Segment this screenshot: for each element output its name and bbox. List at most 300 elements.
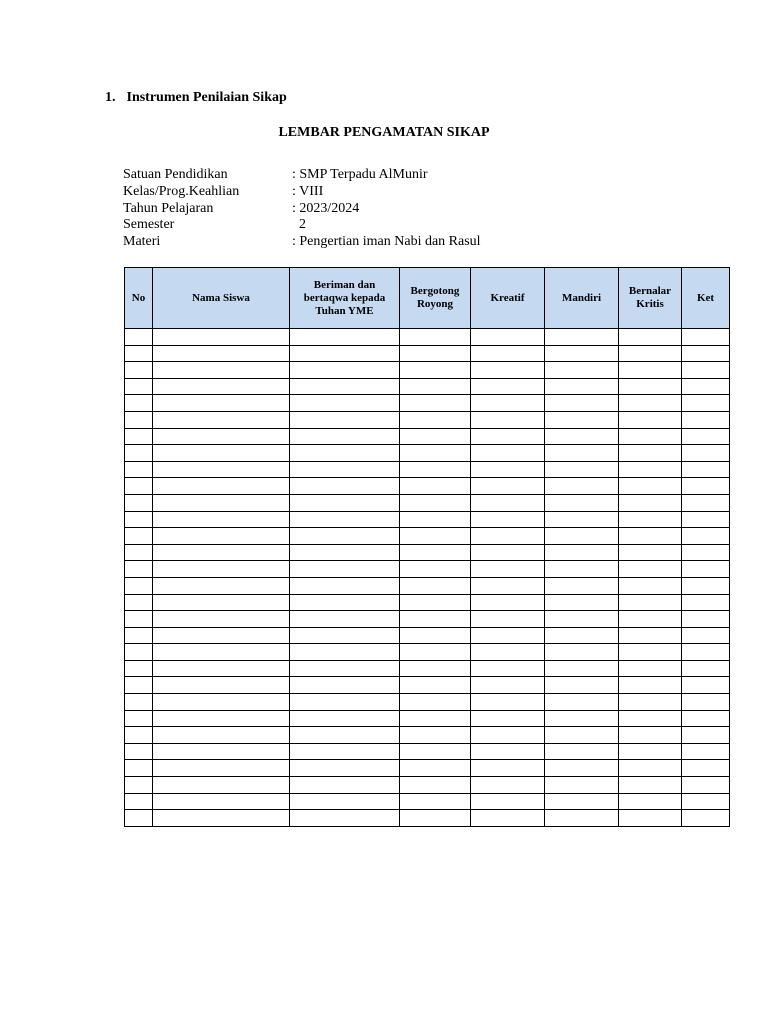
table-row — [125, 594, 730, 611]
table-cell[interactable] — [619, 743, 682, 760]
table-cell[interactable] — [471, 577, 545, 594]
table-cell[interactable] — [471, 793, 545, 810]
document-title: LEMBAR PENGAMATAN SIKAP — [278, 125, 490, 140]
column-header-beriman: Beriman dan bertaqwa kepada Tuhan YME — [290, 268, 400, 329]
section-number: 1. — [105, 90, 116, 105]
table-cell[interactable] — [125, 627, 153, 644]
table-cell[interactable] — [125, 644, 153, 661]
table-cell[interactable] — [290, 677, 400, 694]
table-cell[interactable] — [125, 611, 153, 628]
table-cell[interactable] — [125, 411, 153, 428]
table-cell[interactable] — [682, 727, 730, 744]
table-cell[interactable] — [400, 677, 471, 694]
table-cell[interactable] — [545, 362, 619, 379]
table-cell[interactable] — [153, 478, 290, 495]
table-cell[interactable] — [400, 395, 471, 412]
table-cell[interactable] — [619, 544, 682, 561]
table-cell[interactable] — [400, 660, 471, 677]
table-row — [125, 561, 730, 578]
table-cell[interactable] — [400, 760, 471, 777]
table-cell[interactable] — [290, 810, 400, 827]
table-cell[interactable] — [545, 743, 619, 760]
table-cell[interactable] — [682, 428, 730, 445]
table-cell[interactable] — [125, 561, 153, 578]
table-cell[interactable] — [400, 478, 471, 495]
table-row — [125, 793, 730, 810]
table-cell[interactable] — [153, 494, 290, 511]
table-cell[interactable] — [290, 411, 400, 428]
table-cell[interactable] — [290, 760, 400, 777]
table-cell[interactable] — [619, 528, 682, 545]
table-cell[interactable] — [471, 694, 545, 711]
table-cell[interactable] — [400, 411, 471, 428]
column-header-mandiri: Mandiri — [545, 268, 619, 329]
table-cell[interactable] — [619, 378, 682, 395]
table-row — [125, 428, 730, 445]
table-cell[interactable] — [682, 478, 730, 495]
table-cell[interactable] — [682, 378, 730, 395]
table-cell[interactable] — [125, 577, 153, 594]
table-cell[interactable] — [125, 677, 153, 694]
table-cell[interactable] — [400, 362, 471, 379]
info-row-kelas — [123, 184, 481, 201]
table-cell[interactable] — [619, 660, 682, 677]
table-cell[interactable] — [400, 694, 471, 711]
table-cell[interactable] — [545, 511, 619, 528]
table-cell[interactable] — [545, 694, 619, 711]
table-cell[interactable] — [545, 777, 619, 794]
table-cell[interactable] — [153, 743, 290, 760]
table-cell[interactable] — [153, 594, 290, 611]
table-cell[interactable] — [125, 378, 153, 395]
table-cell[interactable] — [545, 561, 619, 578]
info-row-tahun — [123, 201, 481, 218]
table-cell[interactable] — [619, 694, 682, 711]
table-cell[interactable] — [153, 611, 290, 628]
table-cell[interactable] — [125, 478, 153, 495]
table-cell[interactable] — [290, 710, 400, 727]
table-cell[interactable] — [545, 611, 619, 628]
table-cell[interactable] — [682, 644, 730, 661]
table-row — [125, 777, 730, 794]
table-cell[interactable] — [153, 677, 290, 694]
table-cell[interactable] — [545, 411, 619, 428]
table-header-row — [125, 268, 730, 329]
table-cell[interactable] — [619, 445, 682, 462]
table-cell[interactable] — [290, 445, 400, 462]
table-cell[interactable] — [682, 777, 730, 794]
info-value: : Pengertian iman Nabi dan Rasul — [292, 234, 481, 250]
table-cell[interactable] — [400, 428, 471, 445]
table-cell[interactable] — [619, 428, 682, 445]
table-cell[interactable] — [545, 710, 619, 727]
table-cell[interactable] — [471, 777, 545, 794]
column-header-bernalar-kritis: Bernalar Kritis — [619, 268, 682, 329]
table-cell[interactable] — [400, 793, 471, 810]
column-header-kreatif: Kreatif — [471, 268, 545, 329]
table-cell[interactable] — [471, 611, 545, 628]
table-cell[interactable] — [545, 577, 619, 594]
table-row — [125, 727, 730, 744]
table-cell[interactable] — [125, 660, 153, 677]
info-value: 2 — [292, 217, 306, 233]
info-label: Kelas/Prog.Keahlian — [123, 183, 240, 199]
table-row — [125, 411, 730, 428]
info-value: : VIII — [292, 183, 324, 199]
info-label: Tahun Pelajaran — [123, 200, 214, 216]
table-cell[interactable] — [545, 378, 619, 395]
table-cell[interactable] — [682, 594, 730, 611]
table-cell[interactable] — [290, 378, 400, 395]
table-row — [125, 810, 730, 827]
table-cell[interactable] — [153, 345, 290, 362]
table-cell[interactable] — [471, 644, 545, 661]
column-header-ket: Ket — [682, 268, 730, 329]
table-row — [125, 478, 730, 495]
table-cell[interactable] — [400, 494, 471, 511]
table-cell[interactable] — [682, 445, 730, 462]
table-cell[interactable] — [153, 777, 290, 794]
table-cell[interactable] — [682, 611, 730, 628]
table-cell[interactable] — [619, 594, 682, 611]
column-header-bergotong-royong: Bergotong Royong — [400, 268, 471, 329]
table-cell[interactable] — [682, 544, 730, 561]
table-cell[interactable] — [471, 760, 545, 777]
table-cell[interactable] — [153, 793, 290, 810]
table-cell[interactable] — [290, 627, 400, 644]
table-cell[interactable] — [545, 594, 619, 611]
table-cell[interactable] — [471, 378, 545, 395]
table-cell[interactable] — [153, 528, 290, 545]
table-cell[interactable] — [682, 494, 730, 511]
table-cell[interactable] — [471, 544, 545, 561]
table-cell[interactable] — [619, 727, 682, 744]
table-cell[interactable] — [471, 743, 545, 760]
table-cell[interactable] — [471, 329, 545, 346]
table-cell[interactable] — [153, 694, 290, 711]
table-row — [125, 611, 730, 628]
table-cell[interactable] — [545, 494, 619, 511]
table-cell[interactable] — [619, 677, 682, 694]
table-cell[interactable] — [153, 461, 290, 478]
table-cell[interactable] — [619, 644, 682, 661]
table-cell[interactable] — [619, 627, 682, 644]
table-cell[interactable] — [682, 677, 730, 694]
table-cell[interactable] — [471, 727, 545, 744]
table-cell[interactable] — [153, 362, 290, 379]
table-cell[interactable] — [400, 594, 471, 611]
table-body — [125, 329, 730, 827]
table-cell[interactable] — [545, 677, 619, 694]
table-cell[interactable] — [290, 594, 400, 611]
table-cell[interactable] — [682, 743, 730, 760]
table-cell[interactable] — [400, 710, 471, 727]
table-row — [125, 544, 730, 561]
info-label: Materi — [123, 234, 161, 250]
table-row — [125, 710, 730, 727]
table-cell[interactable] — [400, 611, 471, 628]
table-cell[interactable] — [471, 478, 545, 495]
table-cell[interactable] — [471, 677, 545, 694]
table-cell[interactable] — [290, 577, 400, 594]
table-cell[interactable] — [545, 627, 619, 644]
table-cell[interactable] — [619, 461, 682, 478]
table-cell[interactable] — [545, 445, 619, 462]
table-cell[interactable] — [619, 710, 682, 727]
table-cell[interactable] — [471, 627, 545, 644]
table-cell[interactable] — [682, 577, 730, 594]
table-cell[interactable] — [400, 577, 471, 594]
table-cell[interactable] — [290, 777, 400, 794]
table-cell[interactable] — [290, 345, 400, 362]
table-cell[interactable] — [153, 660, 290, 677]
table-cell[interactable] — [125, 511, 153, 528]
table-row — [125, 644, 730, 661]
observation-table — [124, 267, 730, 827]
table-cell[interactable] — [619, 395, 682, 412]
table-cell[interactable] — [125, 329, 153, 346]
info-row-semester — [123, 217, 481, 234]
table-cell[interactable] — [400, 445, 471, 462]
table-cell[interactable] — [682, 528, 730, 545]
table-cell[interactable] — [619, 362, 682, 379]
table-row — [125, 461, 730, 478]
table-cell[interactable] — [125, 345, 153, 362]
table-cell[interactable] — [682, 511, 730, 528]
table-cell[interactable] — [471, 511, 545, 528]
table-cell[interactable] — [619, 329, 682, 346]
table-cell[interactable] — [400, 727, 471, 744]
table-cell[interactable] — [545, 428, 619, 445]
table-cell[interactable] — [545, 478, 619, 495]
table-cell[interactable] — [125, 743, 153, 760]
table-cell[interactable] — [290, 428, 400, 445]
table-cell[interactable] — [290, 461, 400, 478]
table-cell[interactable] — [545, 461, 619, 478]
table-cell[interactable] — [125, 760, 153, 777]
table-cell[interactable] — [619, 411, 682, 428]
table-cell[interactable] — [153, 627, 290, 644]
table-cell[interactable] — [153, 445, 290, 462]
table-cell[interactable] — [400, 461, 471, 478]
table-cell[interactable] — [153, 710, 290, 727]
table-cell[interactable] — [125, 777, 153, 794]
table-cell[interactable] — [619, 760, 682, 777]
table-cell[interactable] — [290, 793, 400, 810]
table-cell[interactable] — [125, 362, 153, 379]
table-row — [125, 528, 730, 545]
section-title: Instrumen Penilaian Sikap — [126, 90, 287, 105]
table-cell[interactable] — [153, 411, 290, 428]
table-row — [125, 494, 730, 511]
table-cell[interactable] — [471, 710, 545, 727]
table-row — [125, 694, 730, 711]
table-cell[interactable] — [290, 660, 400, 677]
info-row-satuan — [123, 167, 481, 184]
table-cell[interactable] — [682, 710, 730, 727]
table-cell[interactable] — [290, 743, 400, 760]
table-cell[interactable] — [125, 544, 153, 561]
table-cell[interactable] — [471, 494, 545, 511]
table-cell[interactable] — [471, 445, 545, 462]
table-cell[interactable] — [545, 727, 619, 744]
info-value: : SMP Terpadu AlMunir — [292, 167, 428, 182]
table-row — [125, 362, 730, 379]
table-cell[interactable] — [153, 644, 290, 661]
table-row — [125, 511, 730, 528]
table-cell[interactable] — [290, 544, 400, 561]
table-cell[interactable] — [290, 478, 400, 495]
table-cell[interactable] — [619, 561, 682, 578]
table-cell[interactable] — [545, 544, 619, 561]
table-cell[interactable] — [545, 793, 619, 810]
table-cell[interactable] — [400, 561, 471, 578]
table-cell[interactable] — [153, 544, 290, 561]
table-cell[interactable] — [682, 627, 730, 644]
table-cell[interactable] — [400, 777, 471, 794]
table-cell[interactable] — [471, 428, 545, 445]
table-cell[interactable] — [471, 362, 545, 379]
table-cell[interactable] — [153, 727, 290, 744]
table-cell[interactable] — [400, 544, 471, 561]
table-cell[interactable] — [290, 395, 400, 412]
info-label: Satuan Pendidikan — [123, 167, 228, 182]
table-cell[interactable] — [682, 660, 730, 677]
table-cell[interactable] — [153, 378, 290, 395]
column-header-nama-siswa: Nama Siswa — [153, 268, 290, 329]
table-cell[interactable] — [153, 329, 290, 346]
table-row — [125, 378, 730, 395]
table-cell[interactable] — [471, 345, 545, 362]
table-cell[interactable] — [153, 395, 290, 412]
table-cell[interactable] — [619, 777, 682, 794]
table-cell[interactable] — [682, 793, 730, 810]
table-cell[interactable] — [290, 494, 400, 511]
table-row — [125, 345, 730, 362]
table-cell[interactable] — [682, 461, 730, 478]
table-cell[interactable] — [400, 511, 471, 528]
table-cell[interactable] — [400, 378, 471, 395]
table-row — [125, 760, 730, 777]
table-row — [125, 743, 730, 760]
table-cell[interactable] — [400, 329, 471, 346]
table-cell[interactable] — [400, 345, 471, 362]
table-cell[interactable] — [682, 345, 730, 362]
table-row — [125, 329, 730, 346]
table-cell[interactable] — [619, 478, 682, 495]
table-cell[interactable] — [125, 445, 153, 462]
table-cell[interactable] — [290, 362, 400, 379]
table-cell[interactable] — [471, 395, 545, 412]
table-cell[interactable] — [153, 561, 290, 578]
section-heading — [105, 90, 287, 106]
table-cell[interactable] — [545, 528, 619, 545]
table-cell[interactable] — [682, 411, 730, 428]
table-cell[interactable] — [471, 660, 545, 677]
table-cell[interactable] — [619, 345, 682, 362]
table-cell[interactable] — [619, 511, 682, 528]
table-cell[interactable] — [471, 411, 545, 428]
table-cell[interactable] — [682, 329, 730, 346]
column-header-no: No — [125, 268, 153, 329]
table-cell[interactable] — [290, 528, 400, 545]
table-cell[interactable] — [619, 810, 682, 827]
table-cell[interactable] — [125, 793, 153, 810]
table-cell[interactable] — [682, 395, 730, 412]
table-cell[interactable] — [471, 594, 545, 611]
table-cell[interactable] — [682, 810, 730, 827]
table-cell[interactable] — [290, 611, 400, 628]
table-cell[interactable] — [125, 494, 153, 511]
table-cell[interactable] — [290, 694, 400, 711]
table-cell[interactable] — [619, 577, 682, 594]
table-cell[interactable] — [682, 760, 730, 777]
table-cell[interactable] — [125, 810, 153, 827]
table-cell[interactable] — [290, 644, 400, 661]
table-cell[interactable] — [125, 694, 153, 711]
table-row — [125, 627, 730, 644]
table-cell[interactable] — [153, 810, 290, 827]
table-cell[interactable] — [471, 528, 545, 545]
table-cell[interactable] — [619, 793, 682, 810]
table-cell[interactable] — [471, 461, 545, 478]
table-cell[interactable] — [619, 611, 682, 628]
table-cell[interactable] — [400, 627, 471, 644]
table-cell[interactable] — [545, 395, 619, 412]
table-cell[interactable] — [545, 810, 619, 827]
table-cell[interactable] — [400, 644, 471, 661]
table-row — [125, 677, 730, 694]
table-cell[interactable] — [545, 660, 619, 677]
table-cell[interactable] — [290, 561, 400, 578]
table-cell[interactable] — [153, 428, 290, 445]
info-value: : 2023/2024 — [292, 200, 360, 216]
table-cell[interactable] — [545, 760, 619, 777]
info-row-materi — [123, 234, 481, 251]
table-cell[interactable] — [125, 428, 153, 445]
table-cell[interactable] — [471, 810, 545, 827]
table-cell[interactable] — [153, 577, 290, 594]
table-row — [125, 395, 730, 412]
table-cell[interactable] — [619, 494, 682, 511]
table-cell[interactable] — [400, 810, 471, 827]
table-cell[interactable] — [682, 561, 730, 578]
table-cell[interactable] — [153, 760, 290, 777]
table-cell[interactable] — [290, 329, 400, 346]
table-cell[interactable] — [125, 727, 153, 744]
table-cell[interactable] — [682, 694, 730, 711]
info-label: Semester — [123, 217, 175, 233]
identity-info — [123, 167, 481, 251]
table-cell[interactable] — [682, 362, 730, 379]
table-cell[interactable] — [471, 561, 545, 578]
table-cell[interactable] — [153, 511, 290, 528]
table-cell[interactable] — [290, 727, 400, 744]
table-row — [125, 577, 730, 594]
table-cell[interactable] — [125, 710, 153, 727]
table-cell[interactable] — [400, 528, 471, 545]
table-cell[interactable] — [125, 594, 153, 611]
table-row — [125, 445, 730, 462]
table-cell[interactable] — [545, 345, 619, 362]
table-cell[interactable] — [125, 395, 153, 412]
table-cell[interactable] — [290, 511, 400, 528]
table-cell[interactable] — [545, 329, 619, 346]
table-cell[interactable] — [125, 528, 153, 545]
table-cell[interactable] — [400, 743, 471, 760]
table-cell[interactable] — [125, 461, 153, 478]
table-cell[interactable] — [545, 644, 619, 661]
